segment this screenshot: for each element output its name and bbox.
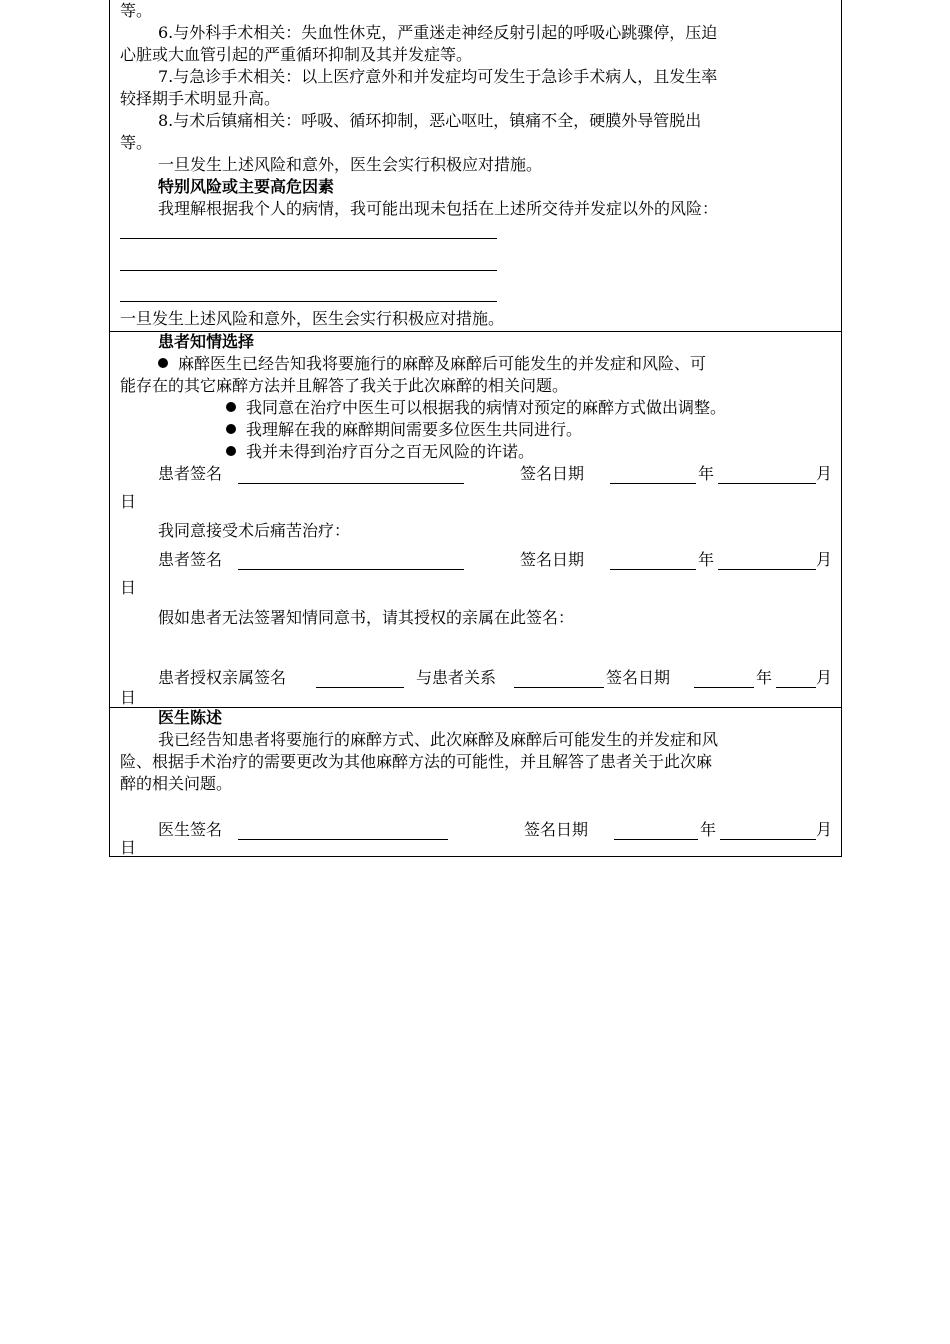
patient-intro-line1 [158, 354, 706, 374]
year-label: 年 [698, 464, 715, 483]
doctor-month-label: 月 [816, 820, 833, 839]
patient-intro-line2: 能存在的其它麻醉方法并且解答了我关于此次麻醉的相关问题。 [120, 376, 569, 395]
proxy-signature-field[interactable] [316, 687, 404, 688]
special-risk-title: 特别风险或主要高危因素 [158, 177, 335, 196]
month-label: 月 [816, 464, 833, 483]
patient-bullet-item [226, 398, 726, 418]
risk-item-6-line2: 心脏或大血管引起的严重循环抑制及其并发症等。 [120, 45, 473, 64]
sign-year-field[interactable] [610, 483, 696, 484]
doctor-month-field[interactable] [720, 839, 816, 840]
sign-date-label-2: 签名日期 [520, 550, 585, 569]
proxy-sign-label: 患者授权亲属签名 [158, 668, 287, 687]
doctor-statement-title: 医生陈述 [158, 708, 223, 727]
patient-choice-title: 患者知情选择 [158, 332, 255, 351]
year-label-2: 年 [698, 550, 715, 569]
risk-item-6-line1: 6.与外科手术相关：失血性休克，严重迷走神经反射引起的呼吸心跳骤停，压迫 [158, 23, 718, 42]
analgesia-consent-text: 我同意接受术后痛苦治疗： [158, 521, 351, 540]
month-label-2: 月 [816, 550, 833, 569]
patient-signature-field[interactable] [238, 483, 464, 484]
day-label-2: 日 [120, 578, 137, 597]
patient-bullet-item [226, 442, 534, 462]
patient-bullet-text: 我同意在治疗中医生可以根据我的病情对预定的麻醉方式做出调整。 [246, 398, 727, 417]
patient-sign-label-2: 患者签名 [158, 550, 223, 569]
patient-bullet-item [226, 420, 582, 440]
doctor-signature-field[interactable] [238, 839, 448, 840]
doctor-sign-label: 医生签名 [158, 820, 223, 839]
bullet-icon [226, 446, 236, 456]
doctor-statement-line2: 险、根据手术治疗的需要更改为其他麻醉方法的可能性，并且解答了患者关于此次麻 [120, 752, 713, 771]
sign-month-field-2[interactable] [718, 569, 816, 570]
consent-form-table [109, 0, 842, 857]
patient-bullet-text: 我理解在我的麻醉期间需要多位医生共同进行。 [246, 420, 583, 439]
proxy-consent-text: 假如患者无法签署知情同意书，请其授权的亲属在此签名： [158, 608, 575, 627]
doctor-year-label: 年 [700, 820, 717, 839]
proxy-date-label: 签名日期 [606, 668, 671, 687]
proxy-day-label: 日 [120, 688, 137, 707]
bullet-icon [226, 424, 236, 434]
risk-item-8-line1: 8.与术后镇痛相关：呼吸、循环抑制，恶心呕吐，镇痛不全，硬膜外导管脱出 [158, 111, 702, 130]
doctor-statement-line1: 我已经告知患者将要施行的麻醉方式、此次麻醉及麻醉后可能发生的并发症和风 [158, 730, 719, 749]
proxy-year-label: 年 [756, 668, 773, 687]
risk-item-8-line2: 等。 [120, 133, 153, 152]
special-risk-measures-text: 一旦发生上述风险和意外，医生会实行积极应对措施。 [120, 309, 505, 328]
relation-label: 与患者关系 [416, 668, 497, 687]
proxy-month-label: 月 [816, 668, 833, 687]
sign-year-field-2[interactable] [610, 569, 696, 570]
risk-line-continuation: 等。 [120, 1, 153, 20]
special-risk-blank-line-1[interactable] [120, 238, 497, 239]
patient-signature-field-2[interactable] [238, 569, 464, 570]
risk-measures-text: 一旦发生上述风险和意外，医生会实行积极应对措施。 [158, 155, 543, 174]
sign-month-field[interactable] [718, 483, 816, 484]
bullet-icon [226, 402, 236, 412]
special-risk-blank-line-3[interactable] [120, 301, 497, 302]
proxy-year-field[interactable] [694, 687, 754, 688]
doctor-date-label: 签名日期 [524, 820, 589, 839]
proxy-month-field[interactable] [776, 687, 816, 688]
patient-intro-text: 麻醉医生已经告知我将要施行的麻醉及麻醉后可能发生的并发症和风险、可 [178, 354, 707, 373]
doctor-day-label: 日 [120, 838, 137, 857]
risk-item-7-line2: 较择期手术明显升高。 [120, 89, 281, 108]
special-risk-blank-line-2[interactable] [120, 270, 497, 271]
sign-date-label: 签名日期 [520, 464, 585, 483]
special-risk-text: 我理解根据我个人的病情，我可能出现未包括在上述所交待并发症以外的风险： [158, 199, 719, 218]
bullet-icon [158, 358, 168, 368]
day-label: 日 [120, 492, 137, 511]
risk-item-7-line1: 7.与急诊手术相关：以上医疗意外和并发症均可发生于急诊手术病人，且发生率 [158, 67, 718, 86]
doctor-year-field[interactable] [614, 839, 698, 840]
relation-field[interactable] [514, 687, 604, 688]
doctor-statement-line3: 醉的相关问题。 [120, 774, 233, 793]
patient-bullet-text: 我并未得到治疗百分之百无风险的许诺。 [246, 442, 535, 461]
patient-sign-label: 患者签名 [158, 464, 223, 483]
